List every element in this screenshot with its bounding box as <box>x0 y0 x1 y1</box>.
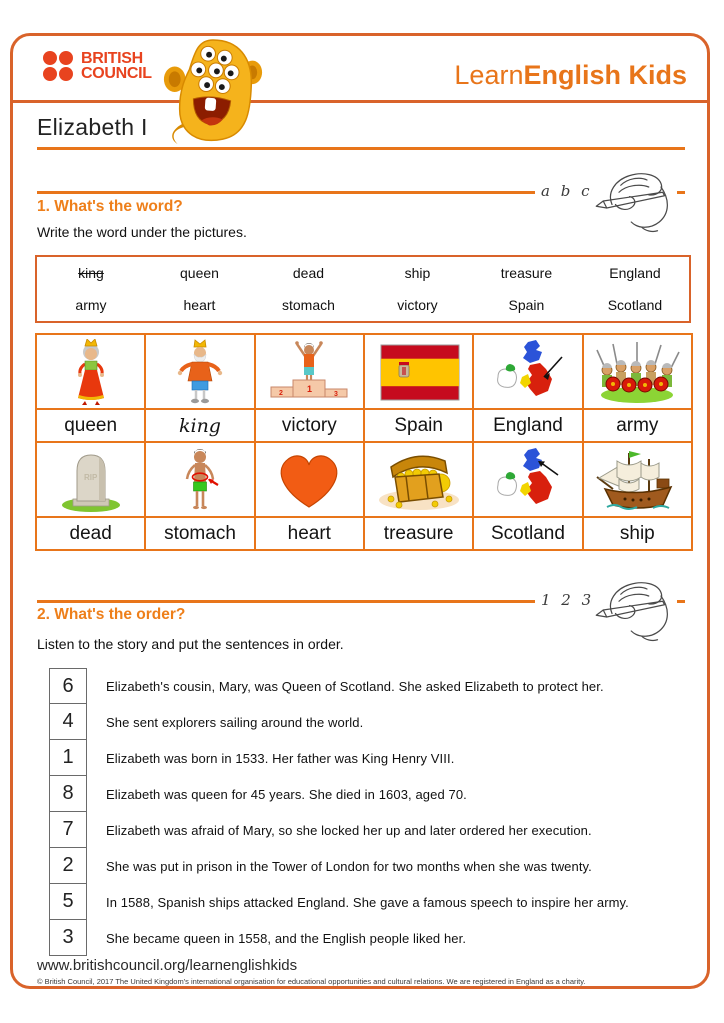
army-image <box>583 334 692 409</box>
writing-hand-123-icon <box>589 575 677 645</box>
order-number-box: 4 <box>49 704 87 740</box>
king-image <box>145 334 254 409</box>
queen-image <box>36 334 145 409</box>
answer-cell: treasure <box>364 517 473 550</box>
wordmark-kids: Kids <box>620 60 687 90</box>
word-bank-row <box>36 289 690 322</box>
svg-text:RIP: RIP <box>83 472 97 482</box>
answer-cell: queen <box>36 409 145 442</box>
word-bank-word: victory <box>397 297 438 313</box>
spain-flag-image <box>364 334 473 409</box>
word-bank-word: treasure <box>500 265 553 281</box>
order-sentence: In 1588, Spanish ships attacked England. She gave a famous speech to inspire her army. <box>106 894 629 910</box>
order-sentence: Elizabeth was afraid of Mary, so she locked her up and later ordered her execution. <box>106 822 592 838</box>
scotland-map-image <box>473 442 582 517</box>
numbers-annotation: 1 2 3 <box>541 591 595 609</box>
order-sentence: She became queen in 1558, and the English people liked her. <box>106 930 467 946</box>
answer-cell: king <box>145 409 254 442</box>
answer-cell: army <box>583 409 692 442</box>
word-bank-row <box>36 256 690 289</box>
writing-hand-abc-icon <box>589 166 677 236</box>
order-row <box>49 920 689 956</box>
svg-text:1: 1 <box>307 383 313 394</box>
order-number-box: 7 <box>49 812 87 848</box>
footer-url-link[interactable]: www.britishcouncil.org/learnenglishkids <box>37 957 298 974</box>
page-title: Elizabeth I <box>37 114 148 140</box>
order-number-box: 1 <box>49 740 87 776</box>
section1-heading: 1. What's the word? <box>37 198 183 215</box>
order-sentence: She sent explorers sailing around the world. <box>106 714 364 730</box>
footer-copyright: © British Council, 2017 The United Kingdom's international organisation for educational opportunities and cultural relations. We are registered in England as a charity. <box>37 977 586 986</box>
answer-cell: England <box>473 409 582 442</box>
word-bank-word: dead <box>292 265 325 281</box>
section2-heading: 2. What's the order? <box>37 606 186 623</box>
order-row <box>49 776 689 812</box>
divider-line <box>37 191 535 194</box>
order-number-box: 3 <box>49 920 87 956</box>
title-underline <box>37 147 685 150</box>
answer-cell: stomach <box>145 517 254 550</box>
word-bank-word: army <box>75 297 107 313</box>
divider-line <box>677 191 685 194</box>
section1-instruction: Write the word under the pictures. <box>37 224 247 240</box>
word-bank-word: England <box>609 265 661 281</box>
word-bank-word: heart <box>183 297 216 313</box>
ordering-exercise <box>49 668 689 956</box>
order-sentence: She was put in prison in the Tower of London for two months when she was twenty. <box>106 858 592 874</box>
stomach-image <box>145 442 254 517</box>
answer-cell: dead <box>36 517 145 550</box>
learnenglish-kids-wordmark <box>454 60 687 91</box>
order-number-box: 2 <box>49 848 87 884</box>
order-row <box>49 704 689 740</box>
ship-image <box>583 442 692 517</box>
svg-text:2: 2 <box>279 389 284 397</box>
answer-cell: victory <box>255 409 364 442</box>
divider-line <box>37 600 535 603</box>
monster-mascot-icon <box>163 38 263 146</box>
word-bank-word: ship <box>404 265 431 281</box>
order-row <box>49 848 689 884</box>
order-sentence: Elizabeth's cousin, Mary, was Queen of Scotland. She asked Elizabeth to protect her. <box>106 678 604 694</box>
word-bank <box>35 255 691 323</box>
word-bank-word: Scotland <box>607 297 663 313</box>
section2-instruction: Listen to the story and put the sentences in order. <box>37 636 344 652</box>
worksheet-page <box>10 33 710 989</box>
order-number-box: 8 <box>49 776 87 812</box>
logo-line1: BRITISH <box>81 50 143 67</box>
logo-line2: COUNCIL <box>81 65 152 83</box>
order-row <box>49 812 689 848</box>
order-number-box: 6 <box>49 668 87 704</box>
british-council-dots-icon <box>43 51 73 81</box>
order-sentence: Elizabeth was born in 1533. Her father was King Henry VIII. <box>106 750 455 766</box>
order-row <box>49 740 689 776</box>
wordmark-learn: Learn <box>454 60 524 90</box>
word-bank-word: king <box>78 265 104 281</box>
british-council-logo <box>43 51 152 81</box>
british-council-logo-text <box>81 51 152 81</box>
answer-cell: Spain <box>364 409 473 442</box>
england-map-image <box>473 334 582 409</box>
order-number-box: 5 <box>49 884 87 920</box>
victory-image <box>255 334 364 409</box>
answer-cell: Scotland <box>473 517 582 550</box>
answer-cell: ship <box>583 517 692 550</box>
order-row <box>49 668 689 704</box>
treasure-chest-image <box>364 442 473 517</box>
answer-cell: heart <box>255 517 364 550</box>
svg-text:3: 3 <box>334 390 339 398</box>
word-bank-word: stomach <box>282 297 335 313</box>
heart-image <box>255 442 364 517</box>
header-divider-line <box>13 100 707 103</box>
word-bank-word: Spain <box>508 297 545 313</box>
word-bank-word: queen <box>180 265 219 281</box>
divider-line <box>677 600 685 603</box>
order-sentence: Elizabeth was queen for 45 years. She died in 1603, aged 70. <box>106 786 467 802</box>
gravestone-image <box>36 442 145 517</box>
abc-annotation: a b c <box>541 182 593 200</box>
wordmark-english: English <box>523 60 621 90</box>
picture-grid <box>35 333 693 551</box>
order-row <box>49 884 689 920</box>
